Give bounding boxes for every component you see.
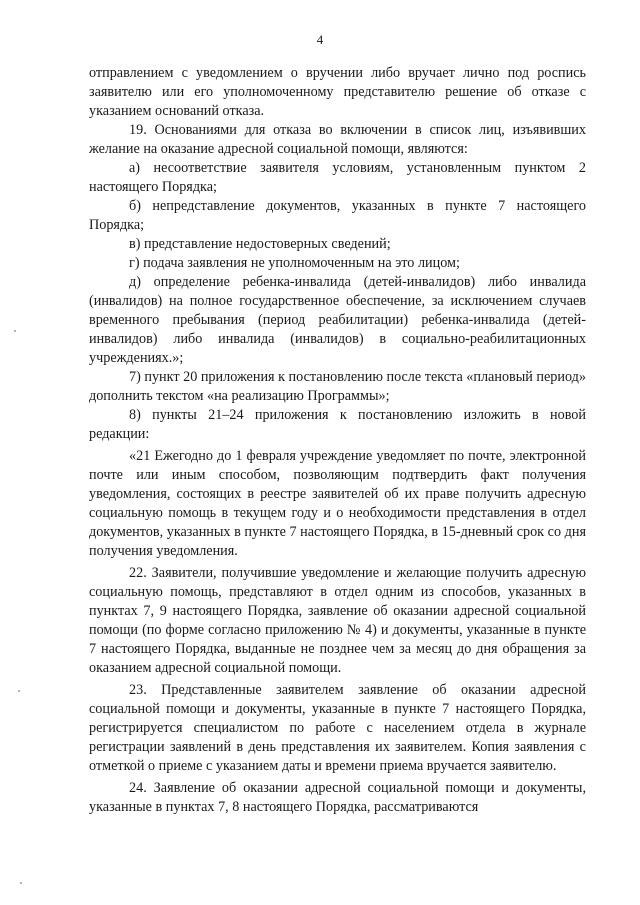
- paragraph-item-23: 23. Представленные заявителем заявление об оказании адресной социальной помощи и документы, указанные в пункте 7 настоящего Порядка, регистрируется специалистом по работе с населением отдела в журнале регистрации заявлений в день представления их заявителем. Копия заявления с отметкой о приеме с указанием даты и времени приема вручается заявителю.: [89, 682, 586, 774]
- amendment-item-8: 8) пункты 21–24 приложения к постановлению изложить в новой редакции:: [89, 407, 586, 442]
- paragraph-item-24: 24. Заявление об оказании адресной социальной помощи и документы, указанные в пунктах 7, 8 настоящего Порядка, рассматриваются: [89, 780, 586, 815]
- document-body: [89, 64, 586, 817]
- scan-speck: [20, 882, 22, 884]
- page-number: 4: [316, 32, 324, 47]
- list-item-a: а) несоответствие заявителя условиям, установленным пунктом 2 настоящего Порядка;: [89, 160, 586, 195]
- list-item-g: г) подача заявления не уполномоченным на это лицом;: [129, 255, 460, 271]
- list-item-b: б) непредставление документов, указанных в пункте 7 настоящего Порядка;: [89, 198, 586, 233]
- amendment-item-7: 7) пункт 20 приложения к постановлению после текста «плановый период» дополнить текстом «на реализацию Программы»;: [89, 369, 586, 404]
- scan-speck: [18, 690, 20, 692]
- list-item-d: д) определение ребенка-инвалида (детей-инвалидов) либо инвалида (инвалидов) на полное государственное обеспечение, за исключением случаев временного пребывания (период реабилитации) ребенка-инвалида (детей-инвалидов) либо инвалида (инвалидов) в социально-реабилитационных учреждениях.»;: [89, 274, 586, 366]
- scan-speck: [14, 330, 16, 332]
- paragraph-item-19: 19. Основаниями для отказа во включении в список лиц, изъявивших желание на оказание адресной социальной помощи, являются:: [89, 122, 586, 157]
- paragraph-item-22: 22. Заявители, получившие уведомление и желающие получить адресную социальную помощь, представляют в отдел одним из способов, указанных в пунктах 7, 9 настоящего Порядка, заявление об оказании адресной социальной помощи (по форме согласно приложению № 4) и документы, указанные в пункте 7 настоящего Порядка, выданные не позднее чем за месяц до дня обращения за оказанием адресной социальной помощи.: [89, 565, 586, 676]
- paragraph-continuation: отправлением с уведомлением о вручении либо вручает лично под роспись заявителю или его уполномоченному представителю решение об отказе с указанием оснований отказа.: [89, 65, 586, 119]
- list-item-v: в) представление недостоверных сведений;: [129, 236, 391, 252]
- paragraph-item-21: «21 Ежегодно до 1 февраля учреждение уведомляет по почте, электронной почте или иным способом, позволяющим подтвердить факт получения уведомления, состоящих в реестре заявителей об их праве получить адресную социальную помощь в текущем году и о необходимости представления в отдел документов, указанных в пункте 7 настоящего Порядка, в 15-дневный срок со дня получения уведомления.: [89, 448, 586, 559]
